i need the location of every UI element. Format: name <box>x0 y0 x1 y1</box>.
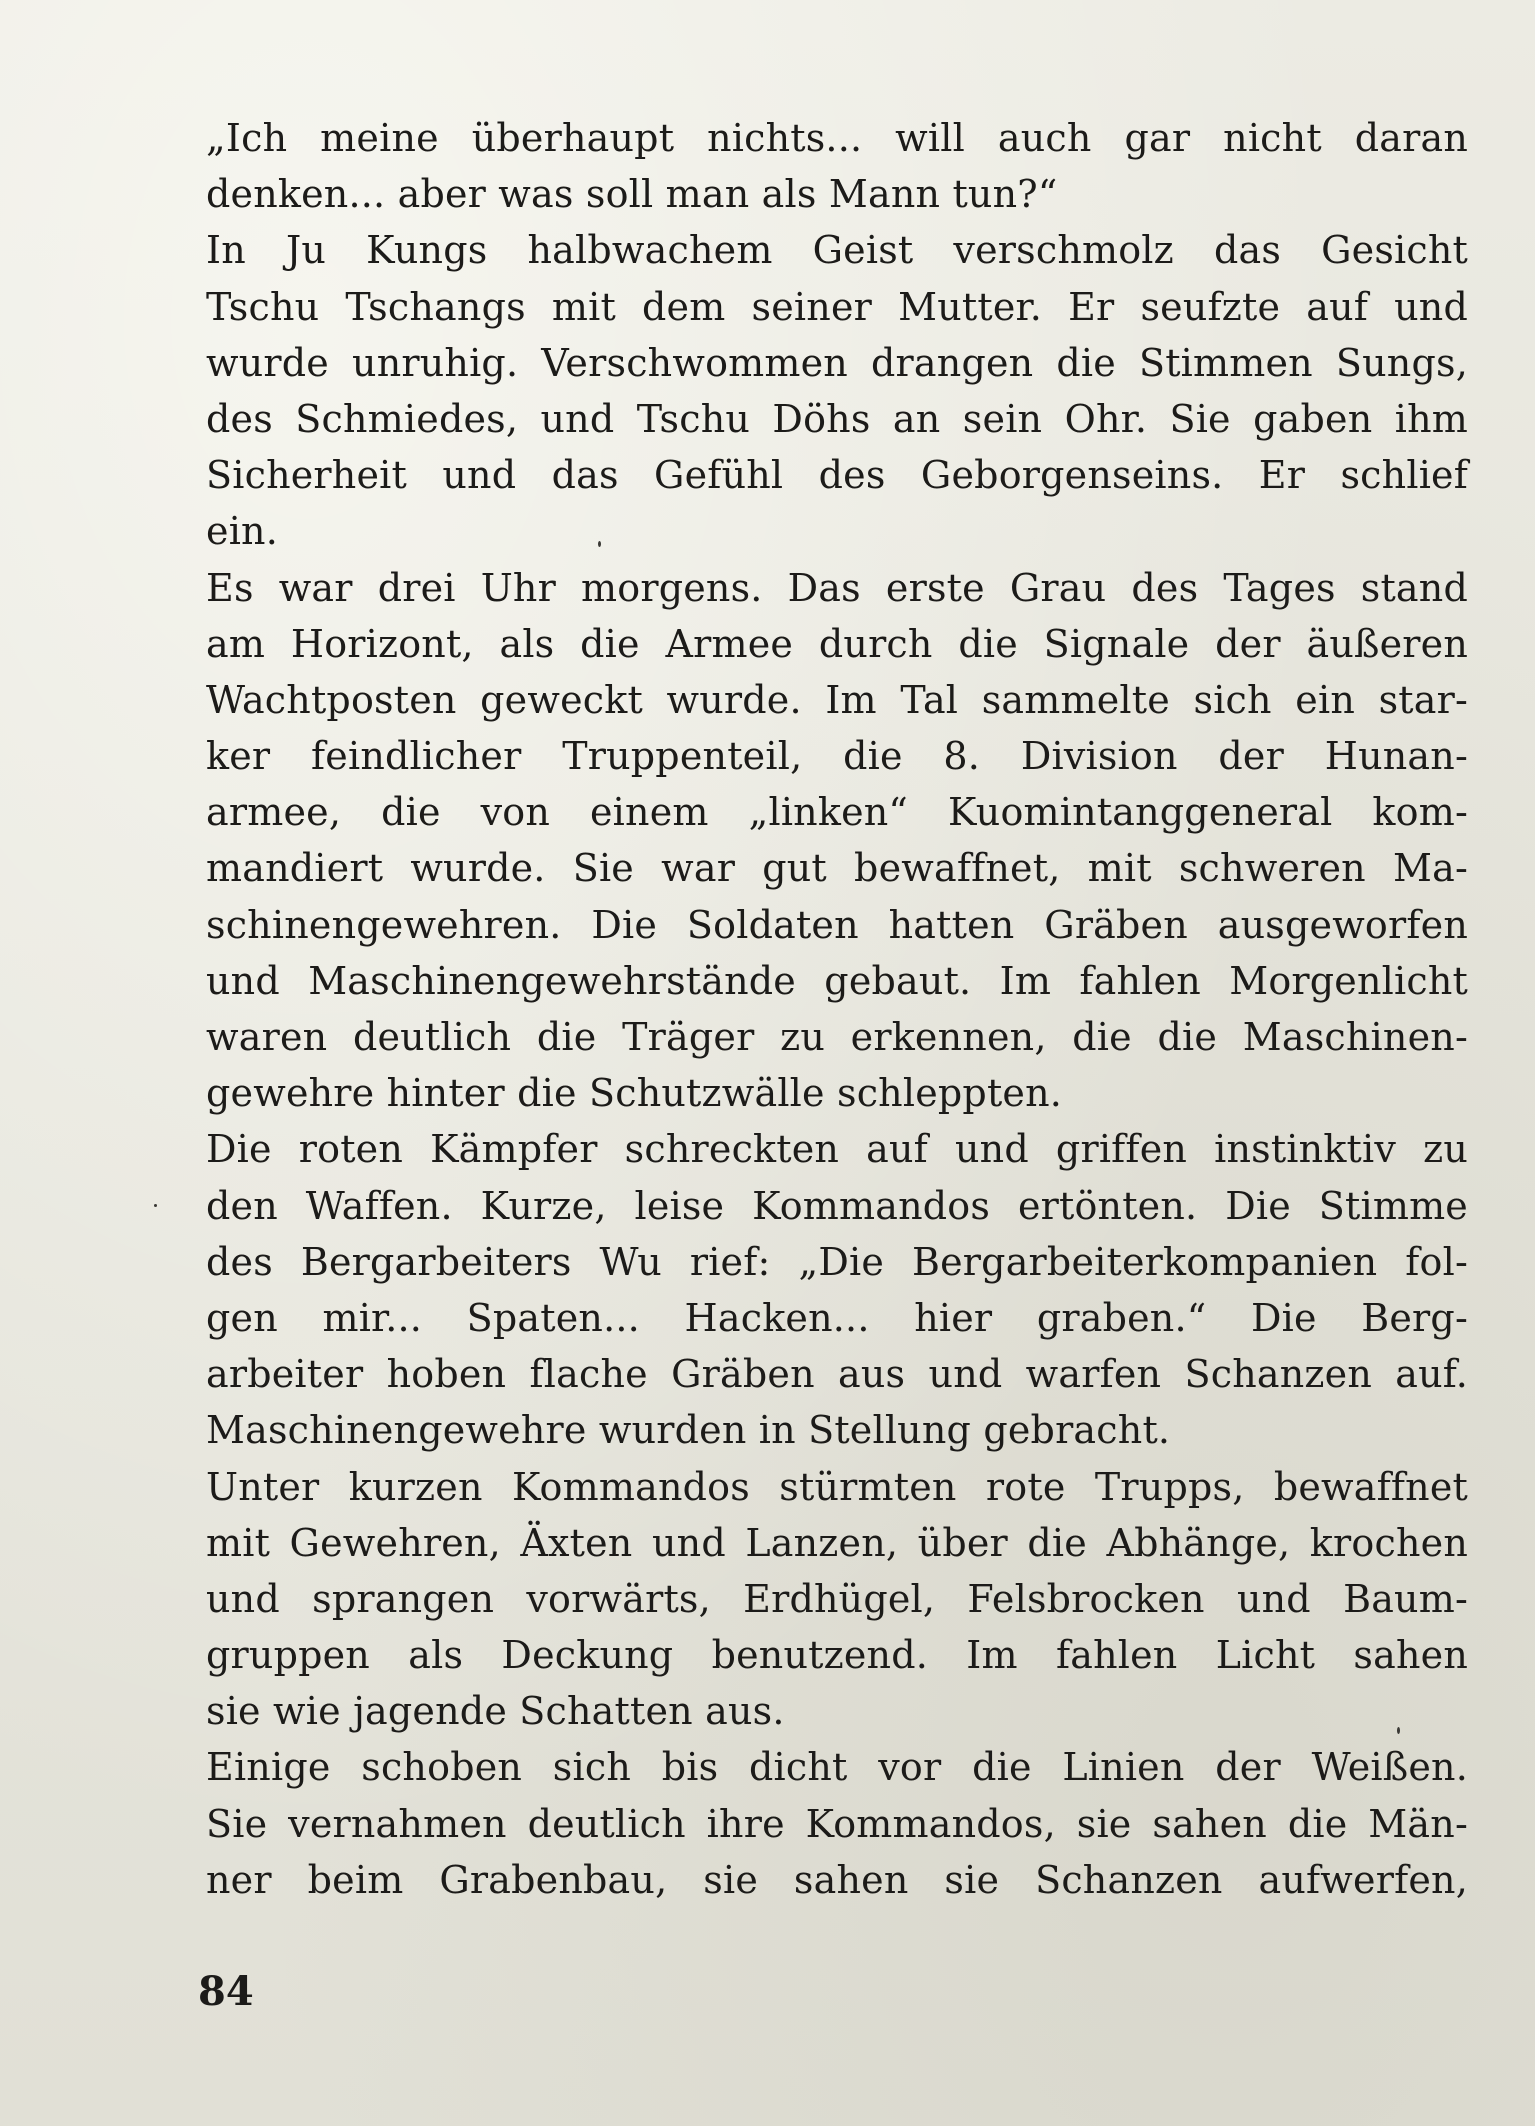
text-line: armee, die von einem „linken“ Kuomintanggeneral kom- <box>206 790 1468 835</box>
text-line: des Schmiedes, und Tschu Döhs an sein Ohr. Sie gaben ihm <box>206 396 1468 441</box>
text-line: gewehre hinter die Schutzwälle schleppten. <box>206 1071 1063 1116</box>
text-line: Unter kurzen Kommandos stürmten rote Trupps, bewaffnet <box>206 1464 1468 1509</box>
text-line: Die roten Kämpfer schreckten auf und griffen instinktiv zu <box>206 1127 1468 1172</box>
text-line: Einige schoben sich bis dicht vor die Linien der Weißen. <box>206 1745 1468 1790</box>
text-line: schinengewehren. Die Soldaten hatten Gräben ausgeworfen <box>206 902 1468 947</box>
print-speck <box>598 541 601 547</box>
text-line: ner beim Grabenbau, sie sahen sie Schanzen aufwerfen, <box>206 1857 1468 1902</box>
text-line: Es war drei Uhr morgens. Das erste Grau des Tages stand <box>206 565 1468 610</box>
print-speck <box>154 1204 157 1207</box>
text-line: und sprangen vorwärts, Erdhügel, Felsbrocken und Baum- <box>206 1576 1468 1621</box>
text-line: In Ju Kungs halbwachem Geist verschmolz das Gesicht <box>206 228 1468 273</box>
text-line: Sie vernahmen deutlich ihre Kommandos, sie sahen die Män- <box>206 1801 1468 1846</box>
text-line: Sicherheit und das Gefühl des Geborgenseins. Er schlief <box>206 453 1468 498</box>
text-line: sie wie jagende Schatten aus. <box>206 1689 785 1734</box>
text-line: waren deutlich die Träger zu erkennen, die die Maschinen- <box>206 1015 1468 1059</box>
print-speck <box>1397 1727 1400 1734</box>
text-line: wurde unruhig. Verschwommen drangen die Stimmen Sungs, <box>206 340 1468 385</box>
text-line: mit Gewehren, Äxten und Lanzen, über die Abhänge, krochen <box>206 1520 1468 1565</box>
text-line: am Horizont, als die Armee durch die Signale der äußeren <box>206 621 1468 666</box>
text-line: Tschu Tschangs mit dem seiner Mutter. Er seufzte auf und <box>206 284 1468 329</box>
text-line: Wachtposten geweckt wurde. Im Tal sammelte sich ein star- <box>206 677 1468 722</box>
text-line: arbeiter hoben flache Gräben aus und warfen Schanzen auf. <box>206 1352 1468 1397</box>
text-line: und Maschinengewehrstände gebaut. Im fahlen Morgenlicht <box>206 958 1468 1003</box>
text-line: mandiert wurde. Sie war gut bewaffnet, mit schweren Ma- <box>206 846 1468 891</box>
text-line: „Ich meine überhaupt nichts... will auch gar nicht daran <box>206 116 1468 160</box>
text-line: gen mir... Spaten... Hacken... hier graben.“ Die Berg- <box>206 1295 1468 1340</box>
page-number: 84 <box>198 1968 254 2015</box>
text-line: ein. <box>206 509 278 554</box>
body-text <box>206 110 1468 1908</box>
text-line: denken... aber was soll man als Mann tun?“ <box>206 172 1058 217</box>
text-line: Maschinengewehre wurden in Stellung gebracht. <box>206 1408 1171 1453</box>
text-line: des Bergarbeiters Wu rief: „Die Bergarbeiterkompanien fol- <box>206 1239 1468 1284</box>
text-line: gruppen als Deckung benutzend. Im fahlen Licht sahen <box>206 1633 1468 1678</box>
text-line: den Waffen. Kurze, leise Kommandos ertönten. Die Stimme <box>206 1183 1468 1228</box>
text-line: ker feindlicher Truppenteil, die 8. Division der Hunan- <box>206 734 1468 779</box>
